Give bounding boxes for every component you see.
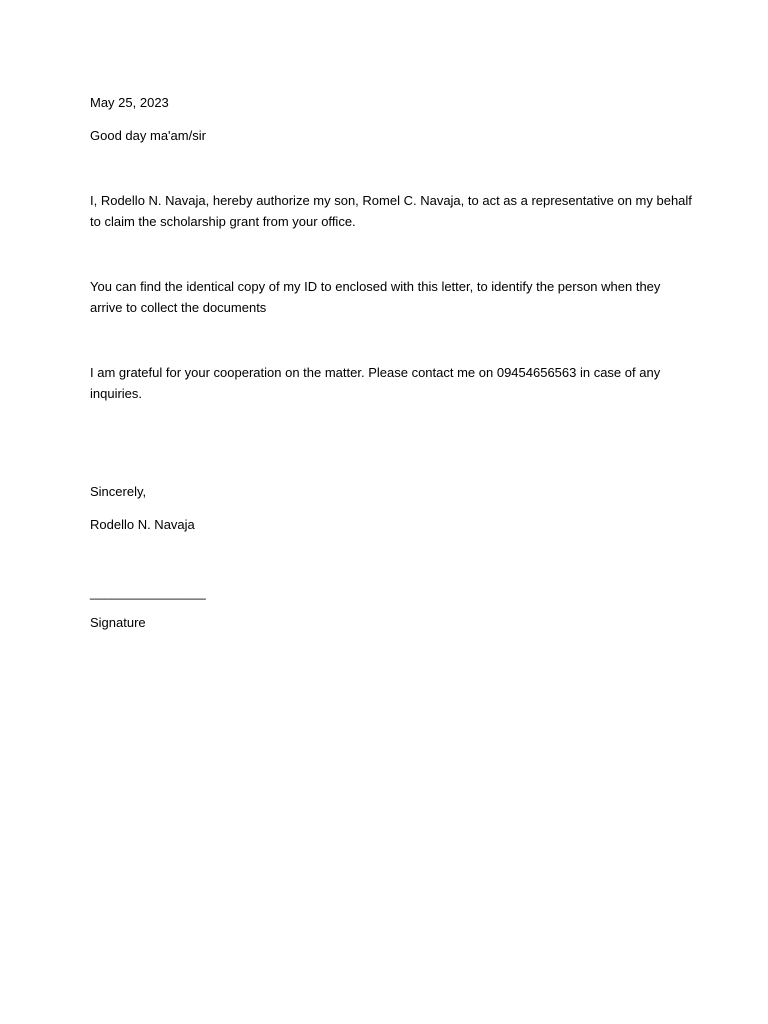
paragraph-line: arrive to collect the documents: [90, 300, 267, 315]
paragraph-id-copy: [90, 276, 680, 318]
paragraph-line: to claim the scholarship grant from your office.: [90, 214, 356, 229]
paragraph-contact: [90, 362, 680, 404]
salutation: Good day ma'am/sir: [90, 128, 206, 143]
signature-line: ________________: [90, 585, 206, 600]
closing: Sincerely,: [90, 484, 147, 499]
paragraph-line: I, Rodello N. Navaja, hereby authorize my son, Romel C. Navaja, to act as a representative on my behalf: [90, 193, 692, 208]
letter-date: May 25, 2023: [90, 95, 169, 110]
signature-label: Signature: [90, 615, 146, 630]
sender-name: Rodello N. Navaja: [90, 517, 195, 532]
paragraph-line: I am grateful for your cooperation on the matter. Please contact me on 09454656563 in case of any: [90, 365, 661, 380]
paragraph-line: You can find the identical copy of my ID to enclosed with this letter, to identify the person when they: [90, 279, 661, 294]
paragraph-authorization: [90, 190, 692, 232]
paragraph-line: inquiries.: [90, 386, 143, 401]
